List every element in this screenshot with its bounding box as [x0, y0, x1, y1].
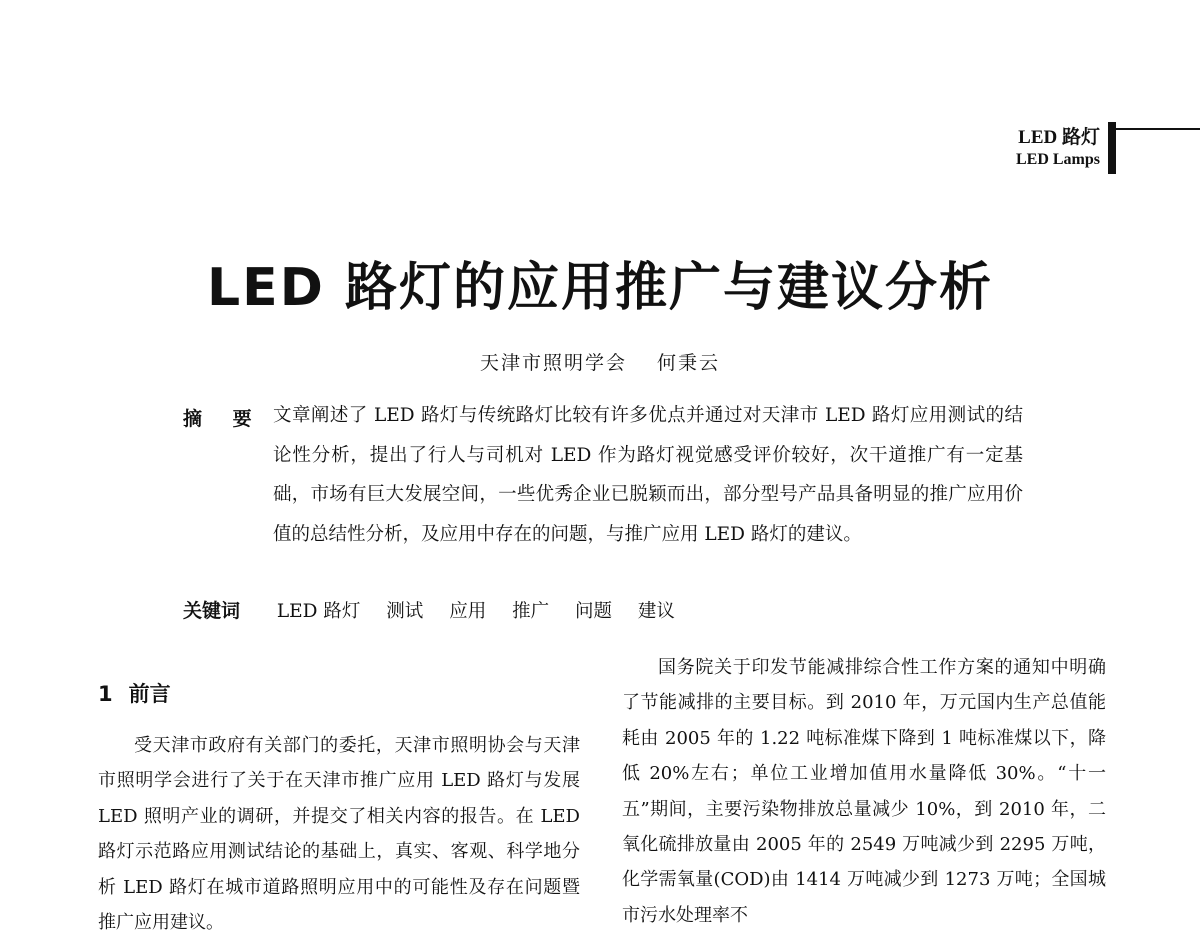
keywords-list [277, 597, 695, 623]
header-bar [1108, 122, 1116, 174]
keyword: 建议 [637, 601, 675, 622]
keyword: 问题 [575, 601, 613, 622]
author-name: 何秉云 [657, 352, 721, 374]
intro-paragraph: 受天津市政府有关部门的委托，天津市照明协会与天津市照明学会进行了关于在天津市推广应用 LED 路灯与发展 LED 照明产业的调研，并提交了相关内容的报告。在 LED 路灯示范路应用测试结论的基础上，真实、客观、科学地分析 LED 路灯在城市道路照明应用中的可能性及存在问题暨推广应用建议。 [98, 735, 580, 934]
keyword: LED 路灯 [276, 601, 361, 622]
left-column [98, 678, 580, 940]
running-header [1016, 127, 1100, 169]
section-number: 1 [98, 682, 113, 706]
author-line [0, 348, 1200, 375]
author-affiliation: 天津市照明学会 [479, 352, 627, 374]
keyword: 测试 [386, 601, 424, 622]
right-column [622, 650, 1106, 933]
paper-title: LED 路灯的应用推广与建议分析 [207, 258, 993, 318]
abstract-label: 摘 要 [183, 408, 264, 430]
section-heading [98, 678, 580, 708]
header-rule [1116, 128, 1200, 130]
keywords [183, 596, 1023, 623]
policy-paragraph: 国务院关于印发节能减排综合性工作方案的通知中明确了节能减排的主要目标。到 2010 年，万元国内生产总值能耗由 2005 年的 1.22 吨标准煤下降到 1 吨标准煤以下，降低 20%左右；单位工业增加值用水量降低 30%。“十一五”期间，主要污染物排放总量减少 10%，到 2010 年，二氧化硫排放量由 2005 年的 2549 万吨减少到 2295 万吨，化学需氧量(COD)由 1414 万吨减少到 1273 万吨；全国城市污水处理率不 [622, 657, 1106, 926]
running-header-en: LED Lamps [1015, 150, 1100, 168]
running-header-cn: LED 路灯 [1018, 127, 1100, 148]
abstract-text: 文章阐述了 LED 路灯与传统路灯比较有许多优点并通过对天津市 LED 路灯应用测试的结论性分析，提出了行人与司机对 LED 作为路灯视觉感受评价较好，次干道推广有一定基础，市场有巨大发展空间，一些优秀企业已脱颖而出，部分型号产品具备明显的推广应用价值的总结性分析，及应用中存在的问题，与推广应用 LED 路灯的建议。 [273, 405, 1023, 545]
section-title: 前言 [128, 682, 171, 706]
keyword: 应用 [449, 601, 487, 622]
keyword: 推广 [512, 601, 550, 622]
keywords-label: 关键词 [183, 600, 241, 622]
